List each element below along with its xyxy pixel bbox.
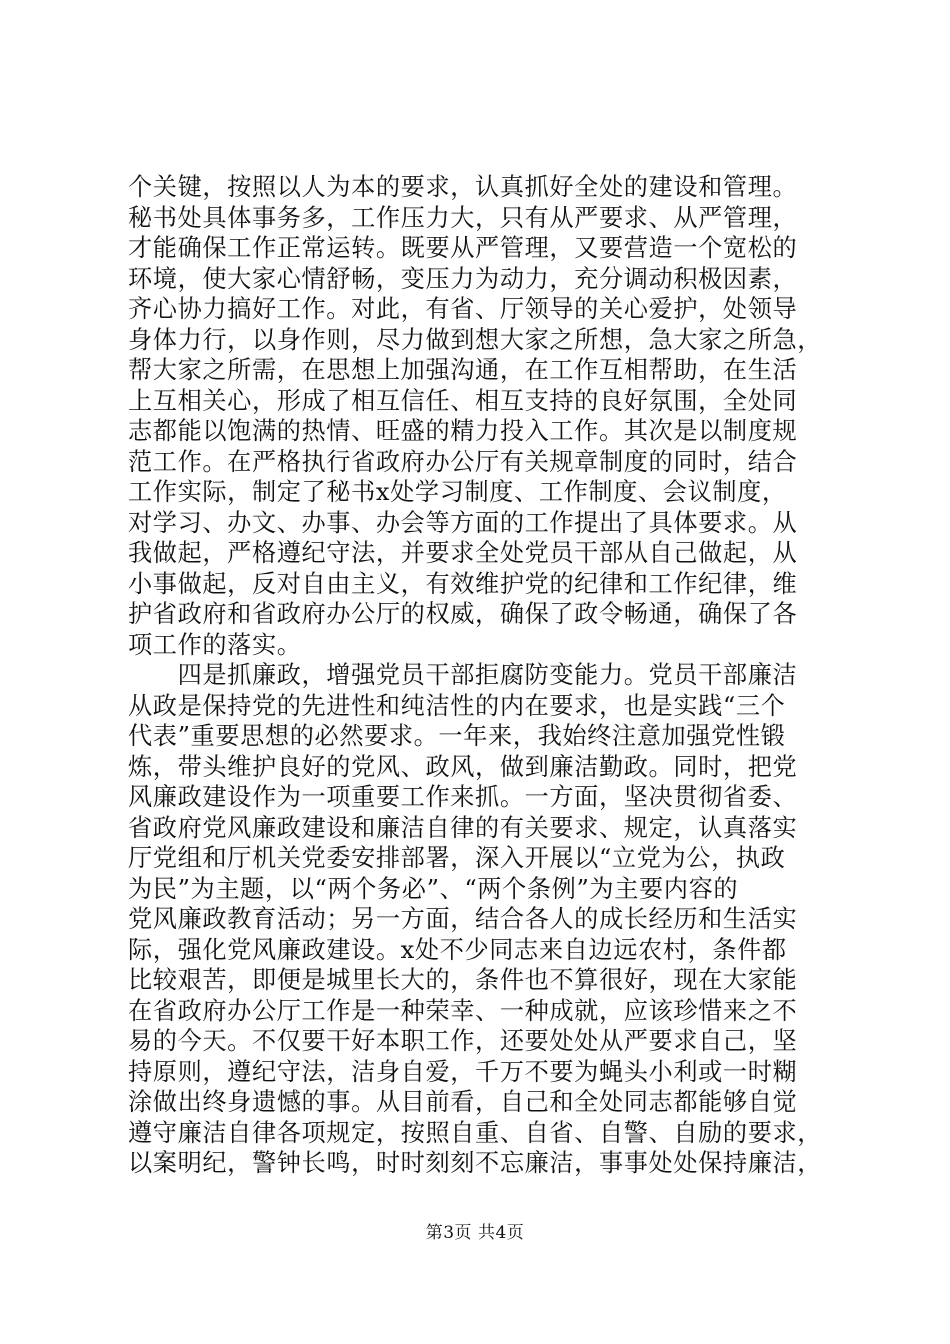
text-line: 在省政府办公厅工作是一种荣幸、一种成就，应该珍惜来之不 [128, 996, 798, 1025]
text-line: 炼，带头维护良好的党风、政风，做到廉洁勤政。同时，把党 [128, 752, 798, 781]
text-line: 范工作。在严格执行省政府办公厅有关规章制度的同时，结合 [128, 447, 798, 476]
text-line: 易的今天。不仅要干好本职工作，还要处处从严要求自己，坚 [128, 1027, 798, 1055]
text-line: 个关键，按照以人为本的要求，认真抓好全处的建设和管理。 [128, 173, 798, 201]
text-line: 才能确保工作正常运转。既要从严管理，又要营造一个宽松的 [128, 234, 798, 262]
text-line: 小事做起，反对自由主义，有效维护党的纪律和工作纪律，维 [128, 569, 798, 598]
text-line: 上互相关心，形成了相互信任、相互支持的良好氛围，全处同 [128, 386, 798, 415]
paragraph-start-line: 四是抓廉政，增强党员干部拒腐防变能力。党员干部廉洁 [128, 661, 798, 689]
text-line: 秘书处具体事务多，工作压力大，只有从严要求、从严管理， [128, 203, 798, 232]
text-line: 身体力行，以身作则，尽力做到想大家之所想，急大家之所急， [128, 325, 823, 354]
text-line: 涂做出终身遗憾的事。从目前看，自己和全处同志都能够自觉 [128, 1088, 798, 1116]
text-line: 遵守廉洁自律各项规定，按照自重、自省、自警、自励的要求， [128, 1118, 823, 1147]
text-line: 持原则，遵纪守法，洁身自爱，千万不要为蝇头小利或一时糊 [128, 1057, 798, 1086]
text-line: 际，强化党风廉政建设。x处不少同志来自边远农村，条件都 [128, 935, 787, 964]
text-line: 齐心协力搞好工作。对此，有省、厅领导的关心爱护，处领导 [128, 295, 798, 323]
text-line: 代表”重要思想的必然要求。一年来，我始终注意加强党性锻 [128, 722, 786, 750]
text-line: 为民”为主题，以“两个务必”、“两个条例”为主要内容的 [128, 874, 739, 903]
text-line: 从政是保持党的先进性和纯洁性的内在要求，也是实践“三个 [128, 691, 786, 720]
text-line: 风廉政建设作为一项重要工作来抓。一方面，坚决贯彻省委、 [128, 783, 798, 811]
text-line: 项工作的落实。 [128, 630, 302, 659]
text-line: 以案明纪，警钟长鸣，时时刻刻不忘廉洁，事事处处保持廉洁， [128, 1149, 823, 1177]
text-line: 环境，使大家心情舒畅，变压力为动力，充分调动积极因素， [128, 264, 798, 293]
text-line: 比较艰苦，即便是城里长大的，条件也不算很好，现在大家能 [128, 966, 798, 994]
text-line: 我做起，严格遵纪守法，并要求全处党员干部从自己做起，从 [128, 539, 798, 567]
text-line: 厅党组和厅机关党委安排部署，深入开展以“立党为公，执政 [128, 844, 786, 872]
text-line: 党风廉政教育活动；另一方面，结合各人的成长经历和生活实 [128, 905, 798, 933]
text-line: 帮大家之所需，在思想上加强沟通，在工作互相帮助，在生活 [128, 356, 798, 384]
text-line: 护省政府和省政府办公厅的权威，确保了政令畅通，确保了各 [128, 600, 798, 628]
text-line: 工作实际，制定了秘书x处学习制度、工作制度、会议制度， [128, 478, 787, 506]
document-body [128, 172, 848, 1179]
text-line: 志都能以饱满的热情、旺盛的精力投入工作。其次是以制度规 [128, 417, 798, 445]
page-footer: 第3页 共4页 [425, 1223, 525, 1243]
text-line: 对学习、办文、办事、办会等方面的工作提出了具体要求。从 [128, 508, 798, 537]
text-line: 省政府党风廉政建设和廉洁自律的有关要求、规定，认真落实 [128, 813, 798, 842]
